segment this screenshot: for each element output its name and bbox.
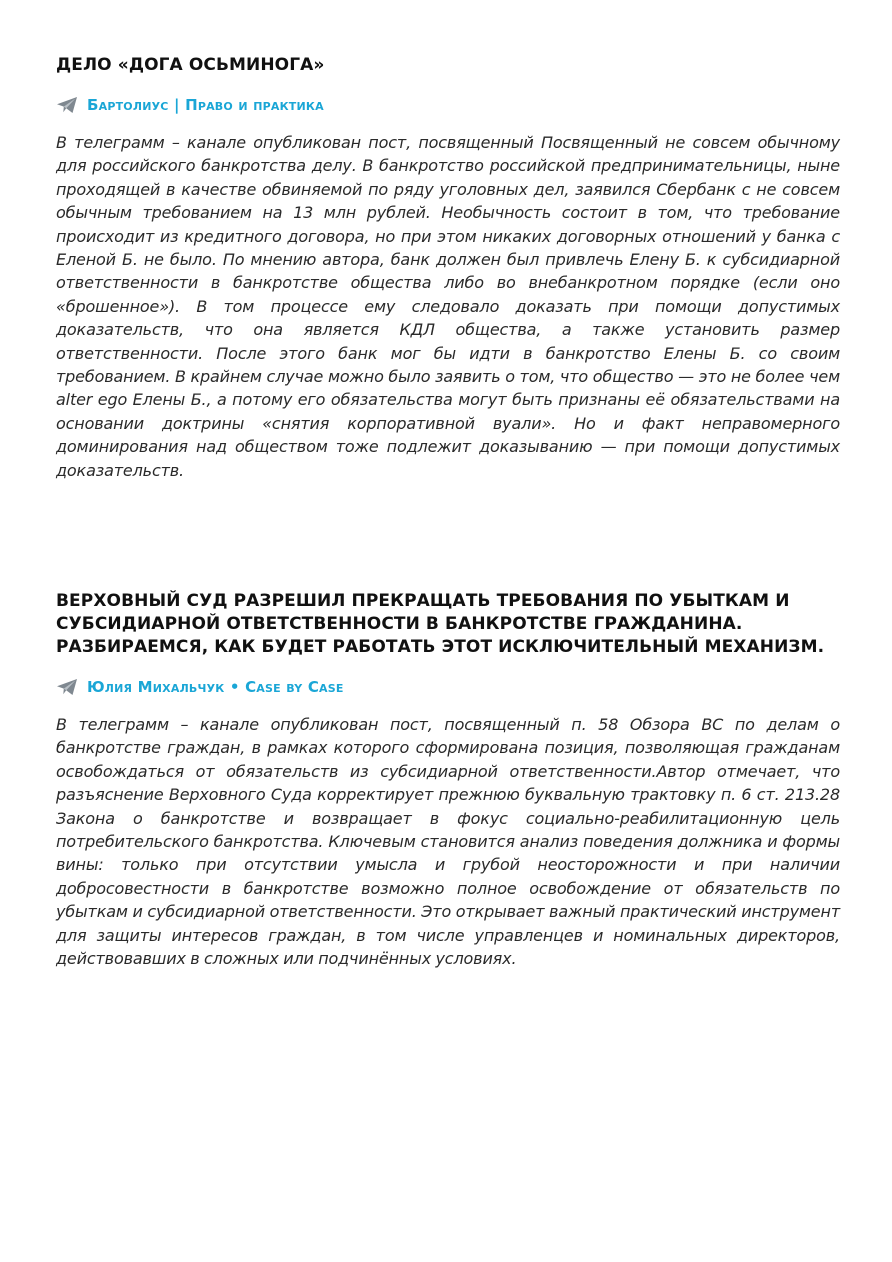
article-source[interactable] <box>56 93 840 117</box>
telegram-plane-icon <box>56 96 78 114</box>
article-body: В телеграмм – канале опубликован пост, посвященный п. 58 Обзора ВС по делам о банкротстве граждан, в рамках которого сформирована позиция, позволяющая гражданам освобождаться от обязательств из субсидиарной ответственности.Автор отмечает, что разъяснение Верховного Суда корректирует прежнюю буквальную трактовку п. 6 ст. 213.28 Закона о банкротстве и возвращает в фокус социально-реабилитационную цель потребительского банкротства. Ключевым становится анализ поведения должника и формы вины: только при отсутствии умысла и грубой неосторожности и при наличии добросовестности в банкротстве возможно полное освобождение от обязательств по убыткам и субсидиарной ответственности. Это открывает важный практический инструмент для защиты интересов граждан, в том числе управленцев и номинальных директоров, действовавших в сложных или подчинённых условиях. <box>56 715 840 969</box>
article-headline: ДЕЛО «ДОГА ОСЬМИНОГА» <box>56 55 325 75</box>
source-link[interactable]: Бартолиус | Право и практика <box>87 96 324 114</box>
article-body: В телеграмм – канале опубликован пост, посвященный Посвященный не совсем обычному для российского банкротства делу. В банкротство российской предпринимательницы, ныне проходящей в качестве обвиняемой по ряду уголовных дел, заявился Сбербанк с не совсем обычным требованием на 13 млн рублей. Необычность состоит в том, что требование происходит из кредитного договора, но при этом никаких договорных отношений у банка с Еленой Б. не было. По мнению автора, банк должен был привлечь Елену Б. к субсидиарной ответственности в банкротстве общества либо во внебанкротном порядке (если оно «брошенное»). В том процессе ему следовало доказать при помощи допустимых доказательств, что она является КДЛ общества, а также установить размер ответственности. После этого банк мог бы идти в банкротство Елены Б. со своим требованием. В крайнем случае можно было заявить о том, что общество — это не более чем alter ego Елены Б., а потому его обязательства могут быть признаны её обязательствами на основании доктрины «снятия корпоративной вуали». Но и факт неправомерного доминирования над обществом тоже подлежит доказыванию — при помощи допустимых доказательств. <box>56 133 840 480</box>
article-bartolius <box>56 54 840 482</box>
article-source[interactable] <box>56 675 840 699</box>
telegram-plane-icon <box>56 678 78 696</box>
article-supreme-court <box>56 590 840 970</box>
article-headline: ВЕРХОВНЫЙ СУД РАЗРЕШИЛ ПРЕКРАЩАТЬ ТРЕБОВАНИЯ ПО УБЫТКАМ И СУБСИДИАРНОЙ ОТВЕТСТВЕННОСТИ В БАНКРОТСТВЕ ГРАЖДАНИНА. РАЗБИРАЕМСЯ, КАК БУДЕТ РАБОТАТЬ ЭТОТ ИСКЛЮЧИТЕЛЬНЫЙ МЕХАНИЗМ. <box>56 591 825 657</box>
source-link[interactable]: Юлия Михальчук • Case by Case <box>87 678 344 696</box>
